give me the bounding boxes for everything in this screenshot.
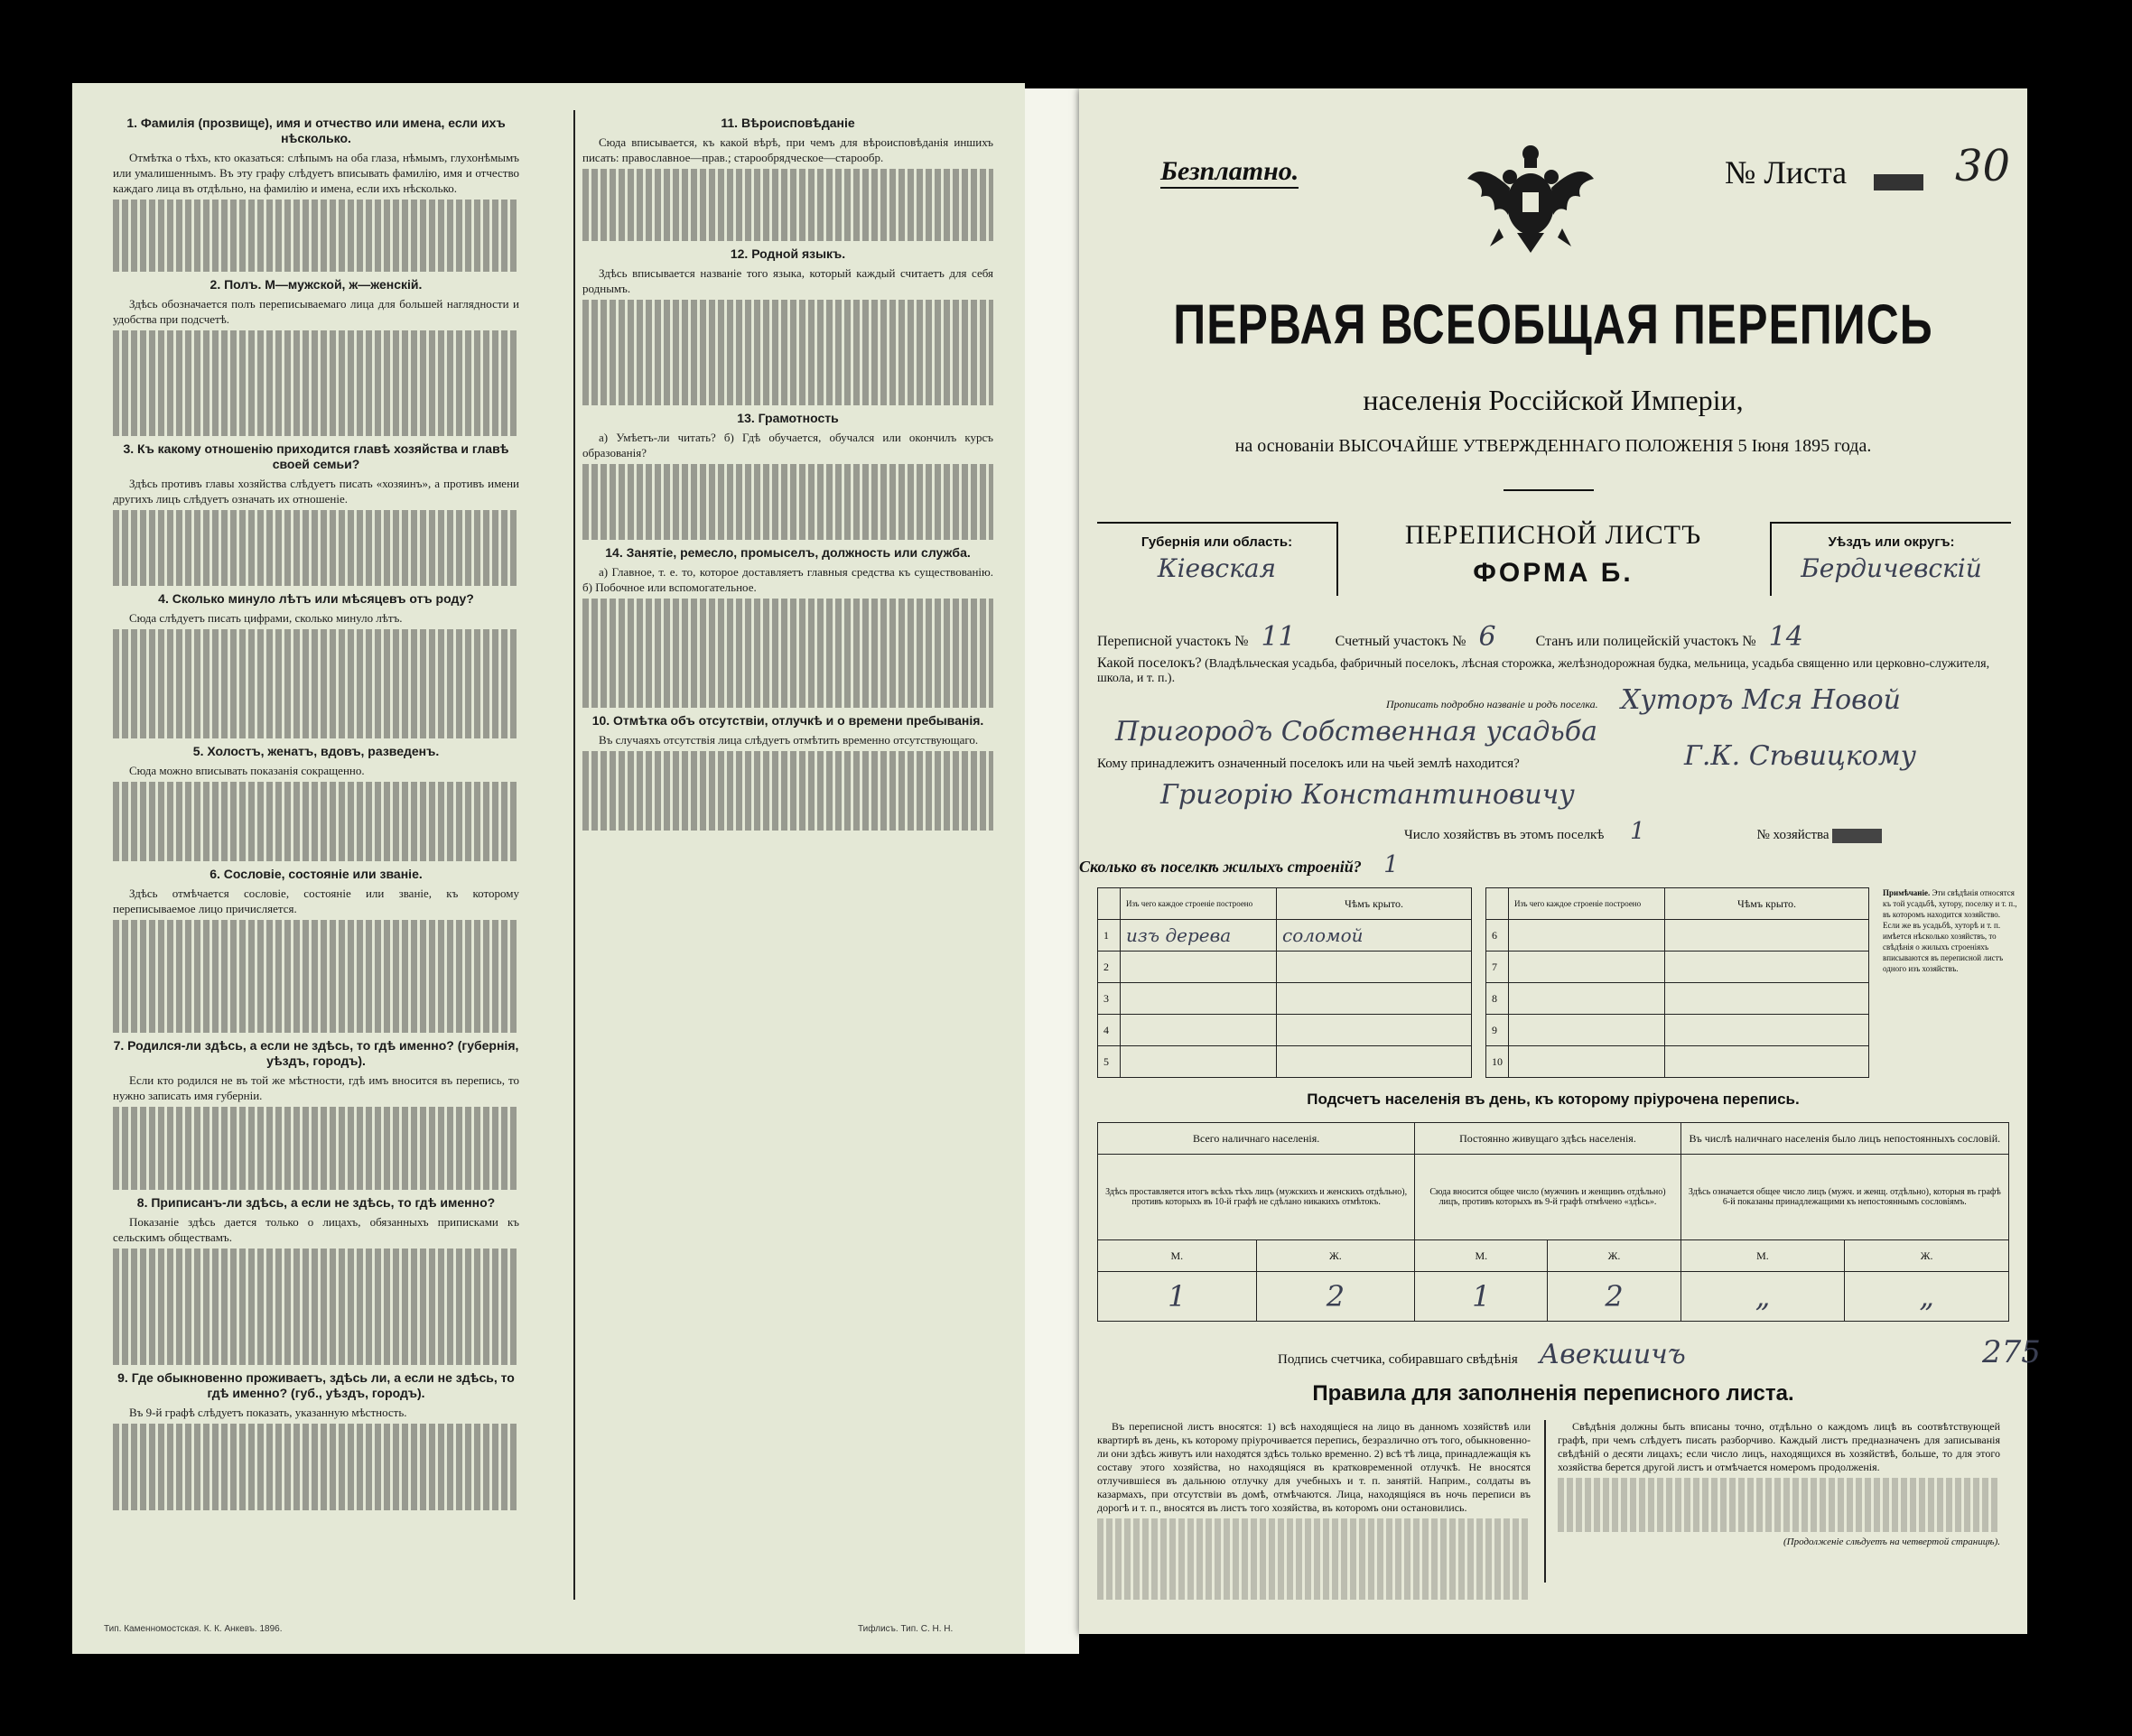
section-title: 12. Родной языкъ. [730,246,846,261]
form-subtitle: ФОРМА Б. [1473,558,1634,588]
margin-note: 275 [1982,1334,2041,1370]
building-material: изъ дерева [1121,920,1277,952]
settlement-value-2: Пригородъ Собственная усадьба [1115,716,1597,747]
sheet-number-redaction [1874,174,1923,190]
settlement-row [1097,655,2009,686]
count-district-label: Счетный участокъ № [1335,634,1466,649]
building-row [1486,1015,1869,1046]
building-n: 9 [1486,1015,1509,1046]
male-count: 1 [1098,1272,1257,1322]
rules-column-1 [1097,1420,1531,1602]
form-title: ПЕРЕПИСНОЙ ЛИСТЪ [1404,520,1702,550]
female-label: Ж. [1548,1240,1680,1272]
body-text-block [582,751,993,831]
building-material [1121,1046,1277,1078]
district-line [1097,621,2009,653]
building-row [1486,1046,1869,1078]
roof-header-2: Чѣмъ крыто. [1665,888,1869,920]
left-page [72,83,1025,1654]
signature-label: Подпись счетчика, собиравшаго свѣдѣнія [1278,1352,1518,1367]
body-text-block [113,1107,519,1190]
material-header: Изъ чего каждое строеніе построено [1121,888,1277,920]
owner-value-1: Г.К. Сѣвицкому [1684,740,1917,772]
male-label: М. [1680,1240,1845,1272]
section-text: Отмѣтка о тѣхъ, кто оказаться: слѣпымъ на оба глаза, нѣмымъ, глухонѣмымъ или умалишеннымъ. Въ эту графу слѣдуетъ вписывать фамилію, имя и отчество каждаго лица въ отдѣльно, на фамилію и имена, если ихъ нѣсколько. [113,151,519,195]
building-row [1486,983,1869,1015]
building-n: 1 [1098,920,1121,952]
body-text-block [113,330,519,436]
tally-description: Здѣсь означается общее число лицъ (мужч. и женщ. отдѣльно), которыя въ графѣ 6-й показаны принадлежащими къ непостояннымъ сословіямъ. [1680,1155,2008,1240]
male-count: 1 [1415,1272,1548,1322]
rules-text-1: Въ переписной листъ вносятся: 1) всѣ находящіеся на лицо въ данномъ хозяйствѣ или квартирѣ въ день, къ которому пріурочивается перепись, безразлично отъ того, обыкновенно-ли они здѣсь живутъ или находятся здѣсь только временно. 2) всѣ тѣ лица, принадлежащія къ составу этого хозяйства, но находящіяся въ кратковременной отлучкѣ. Не вносятся отлучившіеся въ дальнюю отлучку для учебныхъ и т. п. занятій. Наприм., солдаты въ казармахъ, при отсутствіи въ домѣ, отмѣчаются. Лица, находящіяся въ ночь переписи въ дорогѣ и т. п., вносятся въ листъ того хозяйства, въ которомъ они остановились. [1097,1420,1531,1514]
female-count: „ [1845,1272,2009,1322]
section-title: 5. Холостъ, женатъ, вдовъ, разведенъ. [192,744,440,758]
body-text-block [113,629,519,738]
census-form-page [1079,88,2041,1634]
note-box [1883,887,2018,974]
building-row [1098,1046,1472,1078]
instructions-column-2 [582,110,993,833]
section-title: 2. Полъ. М—мужской, ж—женскій. [209,277,423,292]
tally-header: Постоянно живущаго здѣсь населенія. [1415,1123,1680,1155]
sheet-number-value: 30 [1955,141,2011,191]
title-underline [1504,489,1594,491]
building-n: 7 [1486,952,1509,983]
section-title: 8. Приписанъ-ли здѣсь, а если не здѣсь, то гдѣ именно? [136,1195,496,1210]
building-n: 5 [1098,1046,1121,1078]
female-label: Ж. [1845,1240,2009,1272]
section-title: 6. Сословіе, состояніе или званіе. [209,867,423,881]
section-text: Здѣсь противъ главы хозяйства слѣдуетъ писать «хозяинъ», а противъ имени другихъ лицъ слѣдуетъ означать их отношеніе. [113,477,519,506]
female-label: Ж. [1256,1240,1415,1272]
tally-header: Всего наличнаго населенія. [1098,1123,1415,1155]
building-material [1121,1015,1277,1046]
uezd-label: Уѣздъ или округъ: [1828,534,1955,550]
continuation-note: (Продолженіе слѣдуетъ на четвертой страницѣ). [1783,1536,2000,1547]
double-headed-eagle-icon [1463,143,1598,255]
census-title: ПЕРВАЯ ВСЕОБЩАЯ ПЕРЕПИСЬ [1173,292,1933,356]
signature-value: Авекшичъ [1539,1339,1686,1370]
male-label: М. [1415,1240,1548,1272]
buildings-value: 1 [1383,851,1399,878]
buildings-row [1079,851,1399,878]
gubernia-value: Кіевская [1157,553,1277,583]
section-title: 4. Сколько минуло лѣтъ или мѣсяцевъ отъ роду? [158,591,474,606]
tally-title: Подсчетъ населенія въ день, къ которому пріурочена перепись. [1307,1091,1800,1108]
section-text: Сюда вписывается, къ какой вѣрѣ, при чемъ для вѣроисповѣданія иншихъ писать: православное—прав.; старообрядческое—старообр. [582,135,993,164]
body-text-block [113,782,519,861]
section-title: 9. Где обыкновенно проживаетъ, здѣсь ли, а если не здѣсь, то гдѣ именно? (губ., уѣздъ, городъ). [117,1370,515,1400]
building-row [1098,920,1472,952]
male-count: „ [1680,1272,1845,1322]
building-roof: соломой [1277,920,1472,952]
rules-text-2: Свѣдѣнія должны быть вписаны точно, отдѣльно о каждомъ лицѣ въ соотвѣтствующей графѣ, при чемъ слѣдуетъ писать разборчиво. Каждый листъ предназначенъ для записыванія свѣдѣній о десяти лицахъ; если число лицъ, находящихся въ хозяйствѣ, больше, то для этого хозяйства берется другой листъ и отмѣчается номеромъ продолженія. [1558,1420,2000,1473]
male-label: М. [1098,1240,1257,1272]
building-row [1098,952,1472,983]
count-district-value: 6 [1478,621,1496,653]
census-subtitle: населенія Россійской Имперіи, [1363,384,1744,416]
buildings-table-right [1485,887,1869,1078]
roof-header: Чѣмъ крыто. [1277,888,1472,920]
instructions-column-1 [113,110,519,1513]
section-text: а) Главное, т. е. то, которое доставляетъ главныя средства къ существованію. б) Побочное или вспомогательное. [582,565,993,594]
households-row [1404,818,1882,845]
column-divider [573,110,575,1600]
section-text: Показаніе здѣсь дается только о лицахъ, обязанныхъ приписками къ сельскимъ обществамъ. [113,1215,519,1244]
building-row [1098,1015,1472,1046]
section-text: Здѣсь вписывается названіе того языка, который каждый считаетъ для себя роднымъ. [582,266,993,295]
settlement-hint-2: Прописать подробно названіе и родъ поселка. [1386,698,1598,710]
body-text-block [113,200,519,272]
building-roof [1277,983,1472,1015]
building-n: 10 [1486,1046,1509,1078]
signature-row [1278,1339,1686,1370]
stan-label: Станъ или полицейскій участокъ № [1535,634,1756,649]
settlement-value-1: Хуторъ Мся Новой [1621,684,1901,716]
tally-header: Въ числѣ наличнаго населенія было лицъ непостоянныхъ сословій. [1680,1123,2008,1155]
households-label: Число хозяйствъ въ этомъ поселкѣ [1404,828,1605,842]
section-text: Здѣсь отмѣчается сословіе, состояніе или званіе, къ которому переписываемое лицо причисляется. [113,887,519,915]
section-title: 1. Фамилія (прозвище), имя и отчество или имена, если ихъ нѣсколько. [126,116,506,145]
free-label: Безплатно. [1160,156,1299,189]
tally-description: Здѣсь проставляется итогъ всѣхъ тѣхъ лицъ (мужскихъ и женскихъ отдѣльно), противъ которыхъ въ 10-й графѣ не сдѣлано никакихъ отмѣтокъ. [1098,1155,1415,1240]
material-header-2: Изъ чего каждое строеніе построено [1509,888,1665,920]
tally-description: Сюда вносится общее число (мужчинъ и женщинъ отдѣльно) лицъ, противъ которыхъ въ 9-й графѣ отмѣчено «здѣсь». [1415,1155,1680,1240]
note-text: Эти свѣдѣнія относятся къ той усадьбѣ, хутору, поселку и т. п., въ которомъ находится хозяйство. Если же въ усадьбѣ, хуторѣ и т. п. имѣется нѣсколько хозяйствъ, то свѣдѣнія о жилыхъ строеніяхъ вписываются въ переписной листъ одного изъ хозяйствъ. [1883,888,2017,973]
section-title: 14. Занятіе, ремесло, промыселъ, должность или служба. [605,545,971,560]
left-footer-1: Тип. Каменномостская. К. К. Анкевъ. 1896. [104,1624,283,1634]
body-text-block [582,464,993,540]
building-material [1121,983,1277,1015]
body-text-block [582,300,993,405]
census-decree: на основаніи ВЫСОЧАЙШЕ УТВЕРЖДЕННАГО ПОЛОЖЕНІЯ 5 Іюня 1895 года. [1234,436,1872,456]
section-text: Здѣсь обозначается полъ переписываемаго лица для большей наглядности и удобства при подсчетѣ. [113,297,519,326]
census-district-label: Переписной участокъ № [1097,634,1249,649]
section-text: Въ 9-й графѣ слѣдуетъ показать, указанную мѣстность. [129,1406,407,1419]
population-tally-table [1097,1122,2009,1322]
section-text: Если кто родился не въ той же мѣстности, гдѣ имъ вносится въ перепись, то нужно записать имя губерніи. [113,1073,519,1102]
census-district-value: 11 [1261,621,1296,653]
note-title: Примѣчаніе. [1883,888,1931,897]
households-value: 1 [1630,818,1645,845]
uezd-value: Бердичевскій [1801,553,1982,583]
rules-column-2 [1558,1420,2000,1549]
building-material [1121,952,1277,983]
rules-title: Правила для заполненія переписного листа. [1312,1381,1794,1406]
building-n: 6 [1486,920,1509,952]
sheet-number-label: № Листа [1725,154,1848,190]
gubernia-label: Губернія или область: [1140,534,1293,550]
body-text-block [113,510,519,586]
building-row [1098,983,1472,1015]
gubernia-box [1097,522,1338,596]
building-roof [1277,1015,1472,1046]
section-text: а) Умѣетъ-ли читать? б) Гдѣ обучается, обучался или окончилъ курсъ образованія? [582,431,993,460]
uezd-box [1770,522,2011,596]
body-text-block [113,920,519,1033]
building-roof [1277,1046,1472,1078]
female-count: 2 [1256,1272,1415,1322]
body-text-block [113,1424,519,1510]
buildings-table-left [1097,887,1472,1078]
building-n: 8 [1486,983,1509,1015]
female-count: 2 [1548,1272,1680,1322]
section-text: Въ случаяхъ отсутствія лица слѣдуетъ отмѣтить временно отсутствующаго. [599,733,979,747]
section-title: 3. Къ какому отношенію приходится главѣ хозяйства и главѣ своей семьи? [123,441,509,471]
left-footer-2: Тифлисъ. Тип. С. Н. Н. [858,1624,954,1634]
settlement-label: Какой поселокъ? [1097,655,1202,671]
household-number-redaction [1832,829,1882,843]
section-title: 10. Отмѣтка объ отсутствіи, отлучкѣ и о времени пребыванія. [591,713,984,728]
section-text: Сюда можно вписывать показанія сокращенно. [129,764,365,777]
body-text-block [582,169,993,241]
settlement-hint: (Владѣльческая усадьба, фабричный поселокъ, лѣсная сторожка, желѣзнодорожная будка, мельница, усадьба священно или церковно-служителя, школа, и т. п.). [1097,657,1990,685]
building-row [1486,952,1869,983]
section-title: 11. Вѣроисповѣданіе [721,116,855,130]
section-title: 7. Родился-ли здѣсь, а если не здѣсь, то гдѣ именно? (губернія, уѣздъ, городъ). [113,1038,519,1068]
stan-value: 14 [1768,621,1803,653]
section-title: 13. Грамотность [737,411,839,425]
building-n: 2 [1098,952,1121,983]
section-text: Сюда слѣдуетъ писать цифрами, сколько минуло лѣтъ. [129,611,403,625]
body-text-block [113,1249,519,1365]
building-n: 3 [1098,983,1121,1015]
building-n: 4 [1098,1015,1121,1046]
buildings-label: Сколько въ поселкѣ жилыхъ строеній? [1079,858,1362,876]
page-gutter [1025,88,1079,1654]
rules-divider [1544,1420,1546,1583]
household-number-label: № хозяйства [1756,828,1829,842]
owner-label: Кому принадлежитъ означенный поселокъ или на чьей землѣ находится? [1097,757,1520,771]
building-row [1486,920,1869,952]
owner-value-2: Григорію Константиновичу [1160,779,1575,811]
body-text-block [582,599,993,708]
building-roof [1277,952,1472,983]
